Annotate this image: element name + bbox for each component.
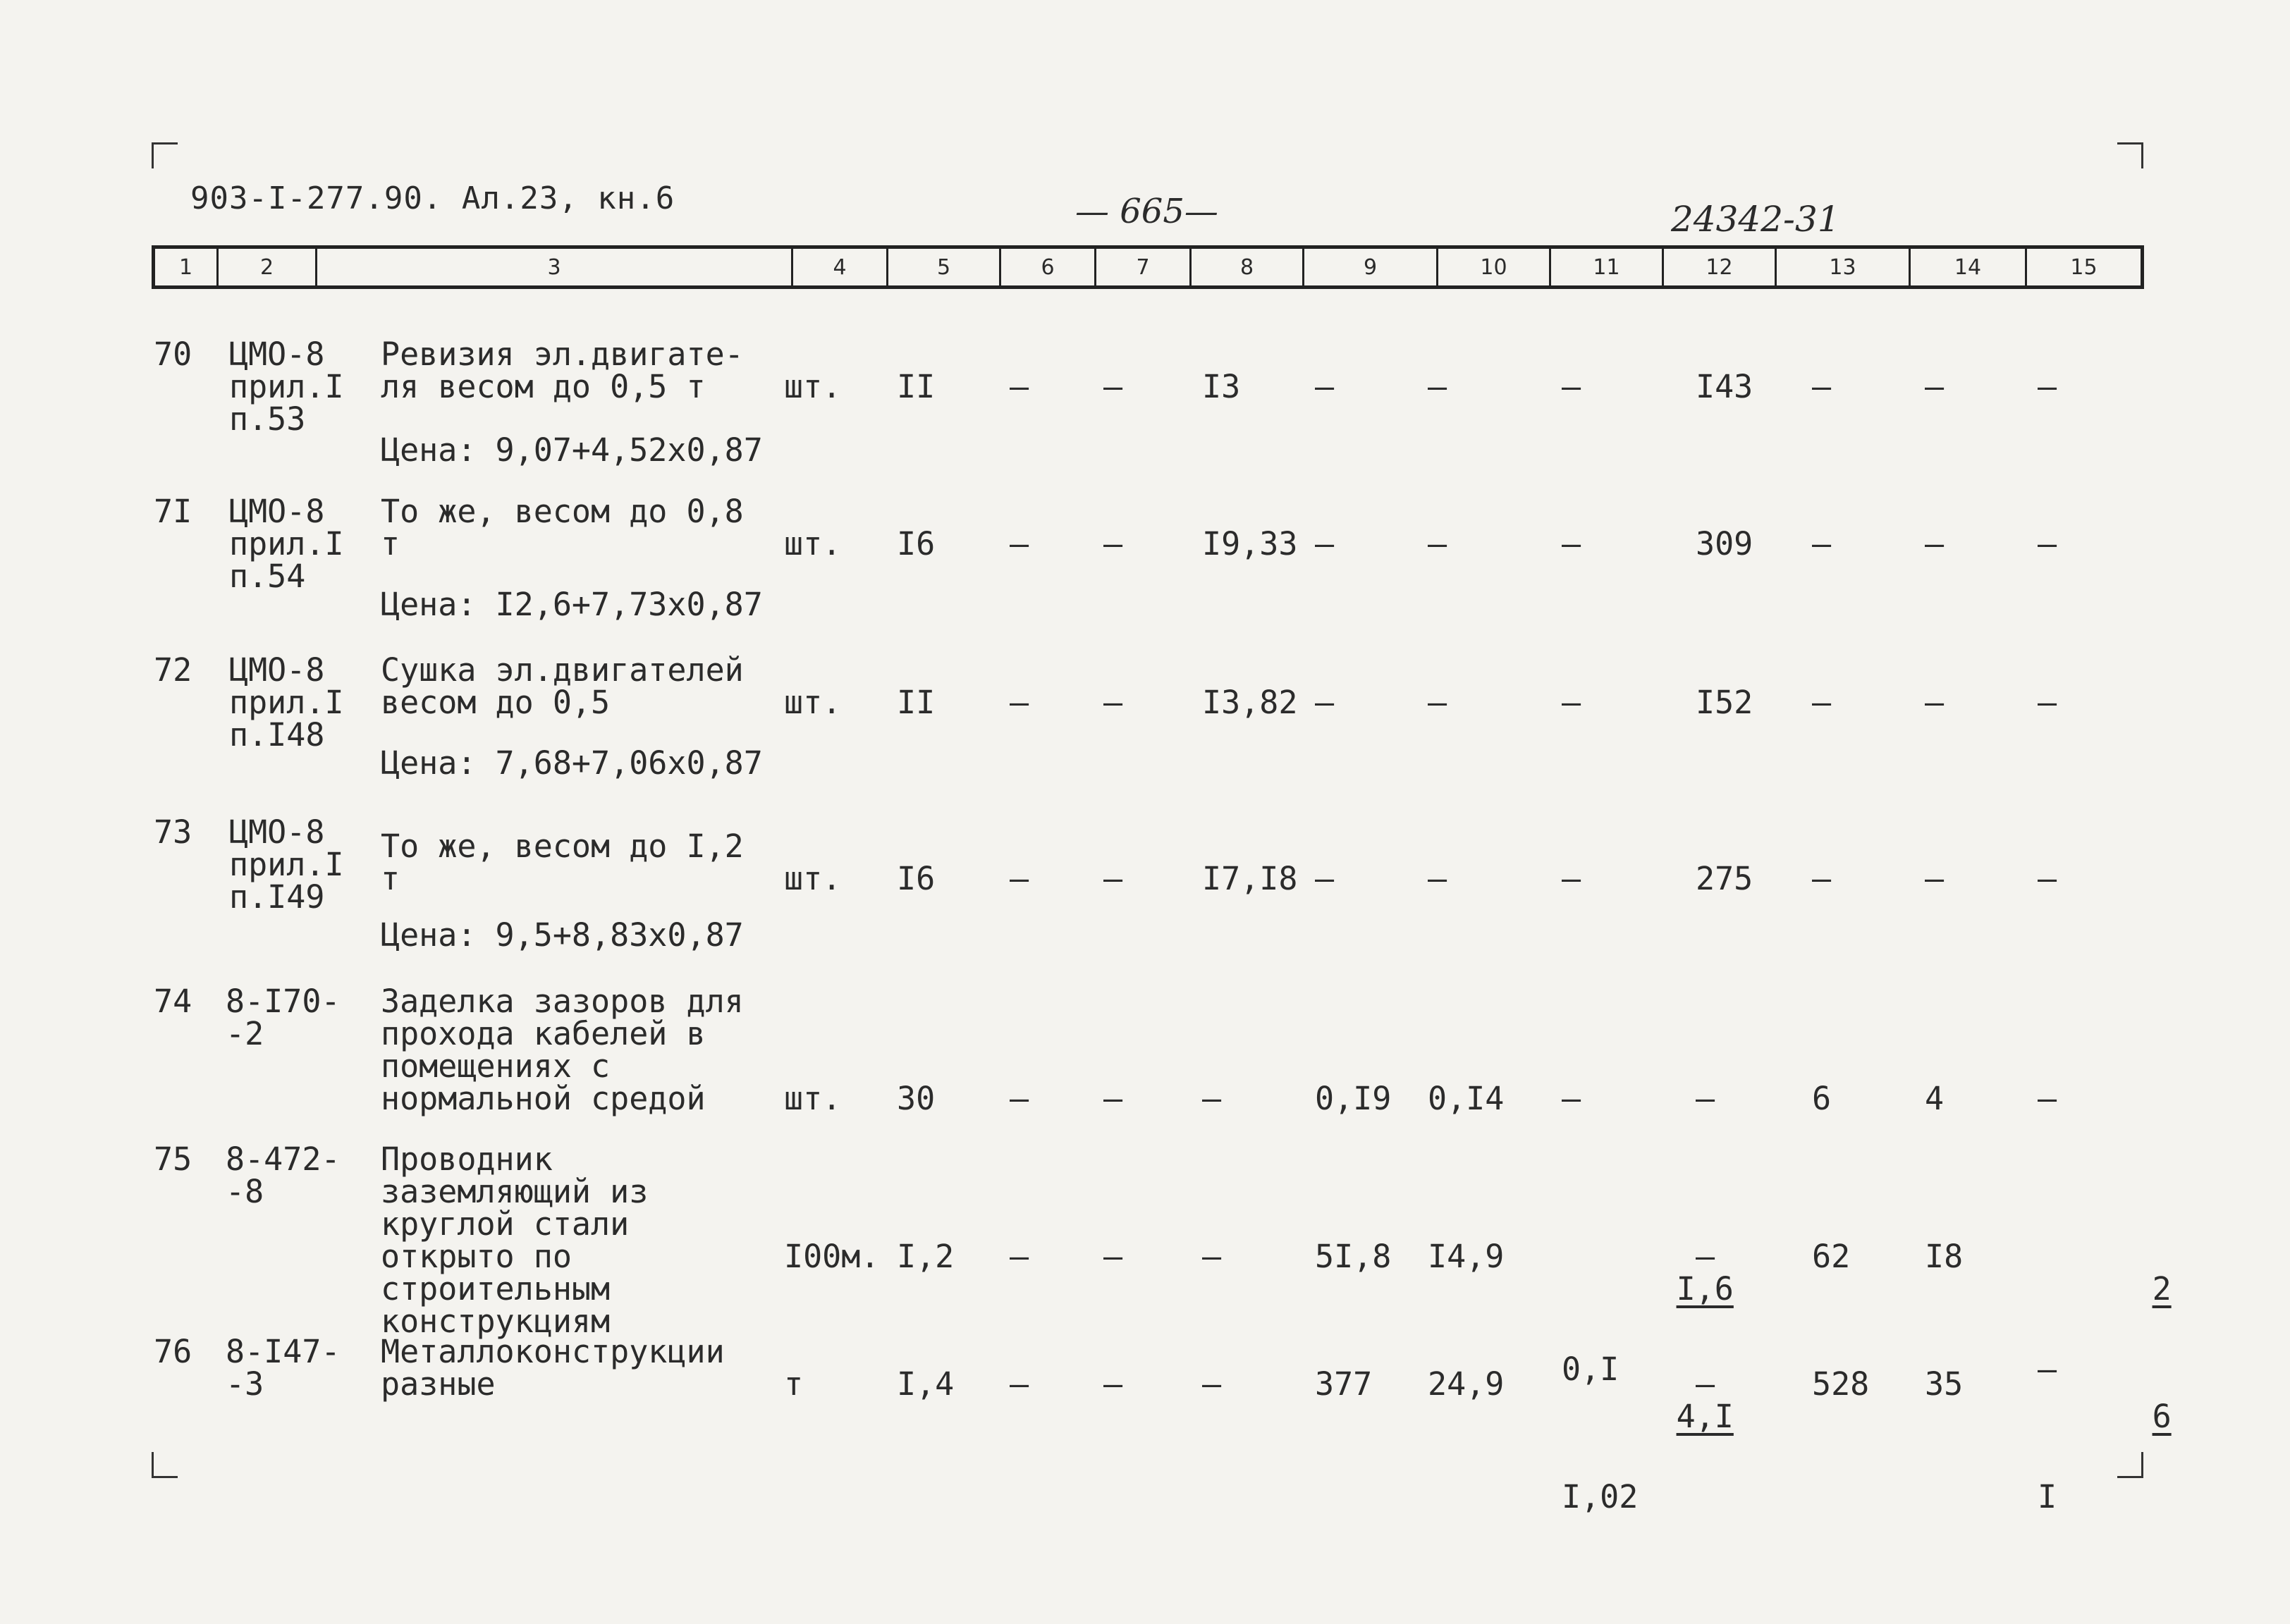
col-12: I52 [1696, 684, 1753, 721]
col-7: – [1103, 1238, 1123, 1275]
quantity: I,4 [897, 1365, 955, 1403]
col-14: 35 [1925, 1365, 1964, 1403]
column-header: 12 [1664, 249, 1777, 285]
col-14: 4 [1925, 1080, 1945, 1117]
column-header: 4 [793, 249, 888, 285]
work-description: Ревизия эл.двигате-ля весом до 0,5 т [381, 336, 744, 405]
col-12: – [1696, 1238, 1715, 1275]
quantity: I6 [897, 860, 936, 897]
row-number: 73 [154, 813, 192, 851]
col-14: – [1925, 684, 1945, 721]
col-9: 0,I9 [1315, 1080, 1392, 1117]
col-10: I4,9 [1428, 1238, 1505, 1275]
col-11-top: I,6 [1676, 1270, 1734, 1308]
col-11: – [1562, 525, 1581, 562]
col-10: – [1428, 368, 1447, 405]
column-header: 14 [1911, 249, 2027, 285]
col-9: – [1315, 368, 1335, 405]
col-7: – [1103, 1365, 1123, 1403]
sheet-number: 24342-31 [1671, 199, 1840, 240]
col-15-bottom: – [2038, 1351, 2057, 1388]
col-11: – [1562, 368, 1581, 405]
col-13: – [1812, 368, 1832, 405]
column-header: 8 [1192, 249, 1304, 285]
col-9: 5I,8 [1315, 1238, 1392, 1275]
norm-code: ЦМО-8 прил.I п.53 [229, 336, 344, 438]
col-13: – [1812, 684, 1832, 721]
col-15-top: 6 [2152, 1398, 2172, 1435]
unit: шт. [784, 1080, 842, 1117]
norm-code: 8-472- -8 [226, 1140, 341, 1210]
col-11: – [1562, 1080, 1581, 1117]
column-header: 15 [2070, 254, 2098, 280]
column-header: 6 [1001, 249, 1096, 285]
col-10: – [1428, 684, 1447, 721]
col-8: – [1202, 1365, 1222, 1403]
unit: I00м. [784, 1238, 880, 1275]
quantity: II [897, 684, 936, 721]
col-13: 62 [1812, 1238, 1851, 1275]
norm-code: ЦМО-8 прил.I п.I49 [229, 813, 344, 916]
column-header: 2 [219, 249, 317, 285]
col-9: – [1315, 525, 1335, 562]
col-15: – [2038, 684, 2057, 721]
col-11: – [1562, 684, 1581, 721]
col-13: 6 [1812, 1080, 1832, 1117]
col-11-top: 4,I [1676, 1398, 1734, 1435]
work-description: Металлоконструкции разные [381, 1333, 725, 1403]
col-14: I8 [1925, 1238, 1964, 1275]
col-6: – [1010, 368, 1029, 405]
price-formula: Цена: 9,5+8,83х0,87 [381, 916, 744, 954]
col-6: – [1010, 1238, 1029, 1275]
crop-mark-top-left [152, 142, 178, 168]
col-8: I9,33 [1202, 525, 1298, 562]
unit: т [784, 1365, 804, 1403]
col-15: – [2038, 860, 2057, 897]
unit: шт. [784, 684, 842, 721]
row-number: 7I [154, 493, 192, 530]
work-description: Сушка эл.двигателей весом до 0,5 [381, 651, 744, 721]
col-10: – [1428, 525, 1447, 562]
col-6: – [1010, 525, 1029, 562]
col-6: – [1010, 684, 1029, 721]
work-description: То же, весом до I,2 т [381, 828, 744, 897]
col-14: – [1925, 860, 1945, 897]
col-11: – [1562, 860, 1581, 897]
crop-mark-top-right [2117, 142, 2143, 168]
col-12: I43 [1696, 368, 1753, 405]
col-9: – [1315, 684, 1335, 721]
column-header: 5 [888, 249, 1001, 285]
col-10: 0,I4 [1428, 1080, 1505, 1117]
unit: шт. [784, 368, 842, 405]
norm-code: ЦМО-8 прил.I п.54 [229, 493, 344, 595]
col-8: I7,I8 [1202, 860, 1298, 897]
price-formula: Цена: 9,07+4,52х0,87 [381, 431, 763, 469]
column-header: 1 [155, 249, 219, 285]
col-7: – [1103, 684, 1123, 721]
work-description: Проводник заземляющий из круглой стали открыто по строительным конструкциям [381, 1140, 649, 1340]
col-12: – [1696, 1080, 1715, 1117]
col-7: – [1103, 368, 1123, 405]
row-number: 74 [154, 983, 192, 1020]
col-11-bottom: 0,I [1562, 1351, 1619, 1388]
column-header: 11 [1551, 249, 1664, 285]
col-6: – [1010, 1080, 1029, 1117]
price-formula: Цена: I2,6+7,73х0,87 [381, 586, 763, 623]
quantity: II [897, 368, 936, 405]
col-13: 528 [1812, 1365, 1870, 1403]
col-12: 275 [1696, 860, 1753, 897]
col-15-top: 2 [2152, 1270, 2172, 1308]
quantity: 30 [897, 1080, 936, 1117]
unit: шт. [784, 525, 842, 562]
quantity: I,2 [897, 1238, 955, 1275]
col-6: – [1010, 860, 1029, 897]
col-14: – [1925, 368, 1945, 405]
column-header-row [152, 245, 2144, 289]
col-7: – [1103, 860, 1123, 897]
col-8: I3,82 [1202, 684, 1298, 721]
col-9: 377 [1315, 1365, 1373, 1403]
col-7: – [1103, 1080, 1123, 1117]
row-number: 75 [154, 1140, 192, 1178]
col-9: – [1315, 860, 1335, 897]
price-formula: Цена: 7,68+7,06х0,87 [381, 744, 763, 782]
col-10: – [1428, 860, 1447, 897]
column-header: 10 [1438, 249, 1551, 285]
quantity: I6 [897, 525, 936, 562]
norm-code: ЦМО-8 прил.I п.I48 [229, 651, 344, 753]
col-13: – [1812, 860, 1832, 897]
col-11-bottom: I,02 [1562, 1478, 1639, 1515]
col-8: – [1202, 1238, 1222, 1275]
column-header: 7 [1096, 249, 1192, 285]
norm-code: 8-I70- -2 [226, 983, 341, 1052]
col-12: 309 [1696, 525, 1753, 562]
col-8: – [1202, 1080, 1222, 1117]
work-description: Заделка зазоров для прохода кабелей в помещениях с нормальной средой [381, 983, 744, 1117]
col-15: – [2038, 368, 2057, 405]
col-15 [2038, 1368, 2172, 1578]
page-number: — 665— [1075, 192, 1218, 231]
col-8: I3 [1202, 368, 1241, 405]
row-number: 72 [154, 651, 192, 689]
column-header: 3 [317, 249, 793, 285]
col-7: – [1103, 525, 1123, 562]
row-number: 76 [154, 1333, 192, 1370]
col-14: – [1925, 525, 1945, 562]
unit: шт. [784, 860, 842, 897]
col-15: – [2038, 525, 2057, 562]
column-header: 13 [1777, 249, 1911, 285]
crop-mark-bottom-left [152, 1452, 178, 1478]
col-12: – [1696, 1365, 1715, 1403]
column-header: 9 [1304, 249, 1438, 285]
col-13: – [1812, 525, 1832, 562]
col-15-bottom: I [2038, 1478, 2057, 1515]
col-15: – [2038, 1080, 2057, 1117]
norm-code: 8-I47- -3 [226, 1333, 341, 1403]
row-number: 70 [154, 336, 192, 373]
document-code: 903-I-277.90. Ал.23, кн.6 [190, 180, 675, 216]
col-6: – [1010, 1365, 1029, 1403]
col-10: 24,9 [1428, 1365, 1505, 1403]
work-description: То же, весом до 0,8 т [381, 493, 744, 562]
